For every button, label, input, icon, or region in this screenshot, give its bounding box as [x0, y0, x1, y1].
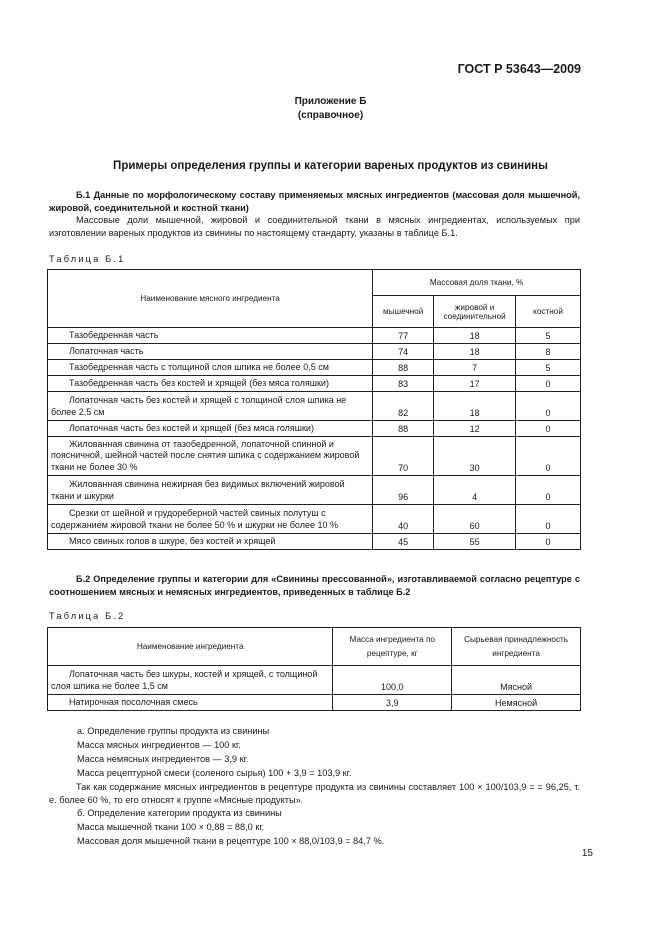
- table-row: [48, 421, 581, 437]
- t1-col-bone: костной: [516, 296, 581, 328]
- table-row: [48, 534, 581, 550]
- table-row: [48, 695, 581, 711]
- b1-heading: Б.1 Данные по морфологическому составу применяемых мясных ингредиентов (массовая доля мышечной, жировой, соединительной и костной ткани): [49, 190, 580, 213]
- t1-row-name: Мясо свиных голов в шкуре, без костей и хрящей: [48, 534, 373, 550]
- t2-col-mass: Масса ингредиента по рецептуре, кг: [333, 628, 452, 666]
- t1-row-muscle: 77: [373, 328, 434, 344]
- t1-col-muscle: мышечной: [373, 296, 434, 328]
- t1-row-name: Тазобедренная часть: [48, 328, 373, 344]
- table-row: [48, 328, 581, 344]
- t1-row-bone: 0: [516, 376, 581, 392]
- calc-b-heading: б. Определение категории продукта из свинины: [77, 808, 282, 818]
- t1-row-name: Жилованная свинина от тазобедренной, лопаточной спинной и поясничной, шейной частей после снятия шпика с содержанием жировой ткани не более 30 %: [48, 437, 373, 476]
- t1-col-group: Массовая доля ткани, %: [373, 270, 581, 296]
- t1-row-bone: 0: [516, 437, 581, 476]
- t1-row-fat: 60: [434, 505, 516, 534]
- b1-text: Массовые доли мышечной, жировой и соединительной ткани в мясных ингредиентах, используемых при изготовлении вареных продуктов из свинины по настоящему стандарту, указаны в таблице Б.1.: [49, 215, 580, 238]
- table-row: [48, 505, 581, 534]
- t1-row-bone: 0: [516, 421, 581, 437]
- table-b2: [47, 627, 581, 711]
- table1-caption: Таблица Б.1: [49, 254, 126, 264]
- t1-row-fat: 17: [434, 376, 516, 392]
- t1-row-muscle: 83: [373, 376, 434, 392]
- t1-row-muscle: 40: [373, 505, 434, 534]
- t1-row-fat: 7: [434, 360, 516, 376]
- t1-col-name: Наименование мясного ингредиента: [48, 270, 373, 328]
- calc-line-muscle: Масса мышечной ткани 100 × 0,88 = 88,0 кг.: [77, 822, 265, 832]
- t1-row-name: Лопаточная часть без костей и хрящей с толщиной слоя шпика не более 2,5 см: [48, 392, 373, 421]
- calc-line-nonmeat: Масса немясных ингредиентов — 3,9 кг.: [77, 754, 249, 764]
- table-b1: [47, 269, 581, 550]
- table-row: [48, 437, 581, 476]
- page-number: 15: [581, 848, 593, 859]
- table-row: [48, 376, 581, 392]
- t1-row-muscle: 88: [373, 360, 434, 376]
- t1-row-muscle: 74: [373, 344, 434, 360]
- t1-row-bone: 0: [516, 476, 581, 505]
- t1-row-fat: 30: [434, 437, 516, 476]
- t1-row-name: Лопаточная часть без костей и хрящей (без мяса голяшки): [48, 421, 373, 437]
- t1-row-fat: 4: [434, 476, 516, 505]
- t1-row-name: Лопаточная часть: [48, 344, 373, 360]
- table-row: [48, 392, 581, 421]
- t1-row-name: Тазобедренная часть с толщиной слоя шпика не более 0,5 см: [48, 360, 373, 376]
- table-row: [48, 476, 581, 505]
- table-row: [48, 666, 581, 695]
- t1-row-bone: 8: [516, 344, 581, 360]
- t1-row-fat: 18: [434, 344, 516, 360]
- calc-line-group: Так как содержание мясных ингредиентов в рецептуре продукта из свинины составляет 100 × 100/103,9 = = 96,25, т. е. более 60 %, то его относят к группе «Мясные продукты».: [49, 782, 580, 805]
- calc-a-heading: а. Определение группы продукта из свинины: [77, 726, 270, 736]
- b2-heading: Б.2 Определение группы и категории для «Свинины прессованной», изготавливаемой согласно рецептуре с соотношением мясных и немясных ингредиентов, приведенных в таблице Б.2: [49, 574, 580, 597]
- t1-row-muscle: 96: [373, 476, 434, 505]
- table-row: [48, 344, 581, 360]
- t1-row-fat: 12: [434, 421, 516, 437]
- t1-row-name: Срезки от шейной и грудореберной частей свиных полутуш с содержанием жировой ткани не более 50 % и шкурки не более 10 %: [48, 505, 373, 534]
- t1-row-name: Жилованная свинина нежирная без видимых включений жировой ткани и шкурки: [48, 476, 373, 505]
- t2-col-name: Наименование ингредиента: [48, 628, 333, 666]
- table2-caption: Таблица Б.2: [49, 611, 126, 621]
- appendix-type: (справочное): [297, 110, 364, 121]
- t1-row-bone: 0: [516, 534, 581, 550]
- calc-line-meat: Масса мясных ингредиентов — 100 кг.: [77, 740, 241, 750]
- t1-row-bone: 5: [516, 328, 581, 344]
- table-row: [48, 360, 581, 376]
- calc-line-mix: Масса рецептурной смеси (соленого сырья) 100 + 3,9 = 103,9 кг.: [77, 768, 352, 778]
- t1-row-fat: 18: [434, 328, 516, 344]
- t1-row-bone: 5: [516, 360, 581, 376]
- t2-col-type: Сырьевая принадлежность ингредиента: [452, 628, 581, 666]
- t2-row-type: Немясной: [452, 695, 581, 711]
- t2-row-name: Натирочная посолочная смесь: [48, 695, 333, 711]
- main-title: Примеры определения группы и категории вареных продуктов из свинины: [113, 160, 548, 172]
- calc-line-share: Массовая доля мышечной ткани в рецептуре 100 × 88,0/103,9 = 84,7 %.: [77, 836, 385, 846]
- standard-number: ГОСТ Р 53643—2009: [457, 62, 581, 76]
- t1-row-muscle: 45: [373, 534, 434, 550]
- t1-row-bone: 0: [516, 392, 581, 421]
- t1-row-muscle: 88: [373, 421, 434, 437]
- t1-row-muscle: 70: [373, 437, 434, 476]
- t2-row-mass: 100,0: [333, 666, 452, 695]
- t2-row-name: Лопаточная часть без шкуры, костей и хрящей, с толщиной слоя шпика не более 1,5 см: [48, 666, 333, 695]
- t1-row-fat: 55: [434, 534, 516, 550]
- t2-row-mass: 3,9: [333, 695, 452, 711]
- t1-col-fat: жировой и соединительной: [434, 296, 516, 328]
- appendix-title: Приложение Б: [294, 96, 367, 107]
- t1-row-muscle: 82: [373, 392, 434, 421]
- t1-row-bone: 0: [516, 505, 581, 534]
- t1-row-name: Тазобедренная часть без костей и хрящей (без мяса голяшки): [48, 376, 373, 392]
- t2-row-type: Мясной: [452, 666, 581, 695]
- t1-row-fat: 18: [434, 392, 516, 421]
